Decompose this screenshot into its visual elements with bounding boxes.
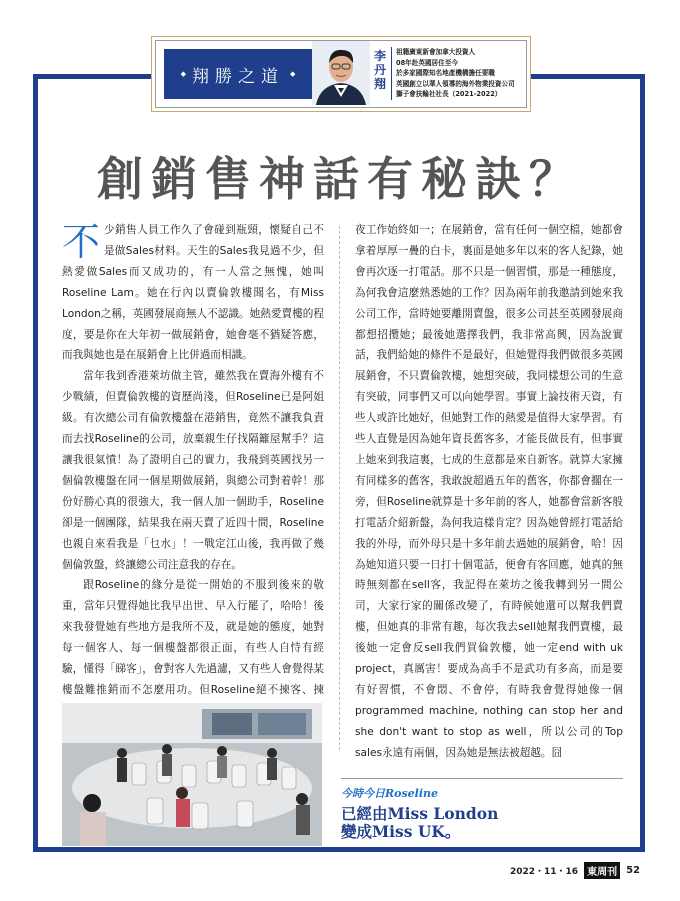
article-column-right xyxy=(355,220,623,764)
author-name: 李丹翔 xyxy=(374,49,387,91)
article-paragraph xyxy=(62,220,324,366)
column-name: ◆ 翔勝之道 ◆ xyxy=(164,49,312,99)
photo-caption xyxy=(341,785,611,841)
page-number: 52 xyxy=(626,865,640,876)
author-bio-line: 獅子會扶輪社社長（2021-2022） xyxy=(396,90,502,98)
author-bio-line: 08年赴英國居住至今 xyxy=(396,58,458,67)
caption-line: 已經由Miss London xyxy=(341,804,499,823)
paragraph-text: 少銷售人員工作久了會碰到瓶頸，懷疑自己不是做Sales材料。天生的Sales我見過不少，但熱愛做Sales而又成功的，有一人當之無愧，她叫Roseline Lam。她在行內以賣倫敦樓聞名，有Miss London之稱，英國發展商無人不認識。她熱愛賣樓的程度，要是你在大年初一做展銷會，她會毫不猶疑答應，而我與她也是在展銷會上比併過而相識。 xyxy=(62,224,324,362)
column-divider xyxy=(339,226,340,750)
event-photo xyxy=(62,703,322,846)
author-photo xyxy=(312,41,370,105)
article-paragraph: 跟Roseline的緣分是從一開始的不服到後來的敬重，當年只覺得她比我早出世、早入行罷了，哈哈！後來我發覺她有些地方是我所不及，就是她的態度，她對每一個客人、每一個樓盤都很正面，有些人自恃有經驗，懂得「睇客」，會對客人先過濾，又有些人會覺得某樓盤難推銷而不怎麼用功。但Roseline絕不揀客、揀 xyxy=(62,579,324,696)
author-bio-line: 於多家國際知名地產機構擔任要職 xyxy=(396,69,495,77)
issue-date: 2022・11・16 xyxy=(509,867,579,877)
article-paragraph: 夜工作始終如一；在展銷會，當有任何一個空檔，她都會拿着厚厚一疊的白卡，裏面是她多年以來的客人紀錄，她會再次逐一打電話。那不只是一個習慣，那是一種態度，為何我會這麼熟悉她的工作？因為兩年前我邀請到她來我公司工作，當時她要離開賣盤，很多公司甚至英國發展商都想招攬她；最後她選擇我們，我非常高興，因為說實話，我們給她的條件不是最好，但她覺得我們做很多英國展銷會，不只賣倫敦樓，她想突破，我同樣想公司的生意有突破，同事們又可以向她學習。事實上論技術天資，有些人或許比她好，但她對工作的熱愛是值得大家學習。有些人直覺是因為她年資長舊客多，才能長做長有，但事實上她來到我這裏，七成的生意都是來自新客。就算大家擁有同樣多的舊客，我敢說超過五年的舊客，你都會擱在一旁，但Roseline就算是十多年前的客人，她都會當新客般打電話介紹新盤，為何我這樣肯定？因為她曾經打電話給我的外母，而外母只是十多年前去過她的展銷會，哈！因為她知道只要一日打十個電話，便會有客回應，她真的無時無刻都在sell客，我記得在萊坊之後我轉到另一間公司，大家行家的關係改變了，有時候她還可以幫我們賣樓，但她真的非常有趣，每次我去sell她幫我們賣樓，最後她一定會反sell我們買倫敦樓，她一定end with uk project，真厲害！要成為高手不是武功有多高，而是要有好習慣，不會悶、不會停，有時我會覺得她像一個programmed machine, nothing can stop her and she don't want to stop as well，所以公司的Top sales永遠有兩個，因為她是無法被超越。囧 xyxy=(355,224,623,759)
author-bio-line: 祖籍廣東新會加拿大投資人 xyxy=(396,48,476,56)
dropcap: 不 xyxy=(62,220,101,264)
article-column-left xyxy=(62,220,324,722)
author-bio xyxy=(391,47,526,100)
page-footer xyxy=(510,862,640,879)
column-header xyxy=(155,40,527,108)
article-paragraph: 當年我到香港萊坊做主管，雖然我在賣海外樓有不少戰績，但賣倫敦樓的資歷尚淺，但Roseline已是阿姐級。有次總公司有倫敦樓盤在港銷售，竟然不讓我負責而去找Roseline的公司，放棄親生仔找隔籬屋幫手？這讓我很氣憤！為了證明自己的實力，我飛到英國找另一個倫敦樓盤在同一個星期做展銷，與總公司對着幹！那份好勝心真的很強大，我一個人加一個助手，Roseline卻是一個團隊，結果我在兩天賣了近四十間，Roseline也親自來看我是「乜水」！一戰定江山後，我再做了幾個倫敦盤，終讓總公司注意我的存在。 xyxy=(62,370,324,571)
headline: 創銷售神話有秘訣？ xyxy=(97,152,583,206)
magazine-logo: 東周刊 xyxy=(584,862,620,879)
caption-rule xyxy=(341,778,623,779)
caption-line: 變成Miss UK。 xyxy=(341,822,461,841)
author-bio-line: 英國創立以華人領導的海外物業投資公司 xyxy=(396,79,515,88)
caption-kicker: 今時今日Roseline xyxy=(341,787,439,800)
